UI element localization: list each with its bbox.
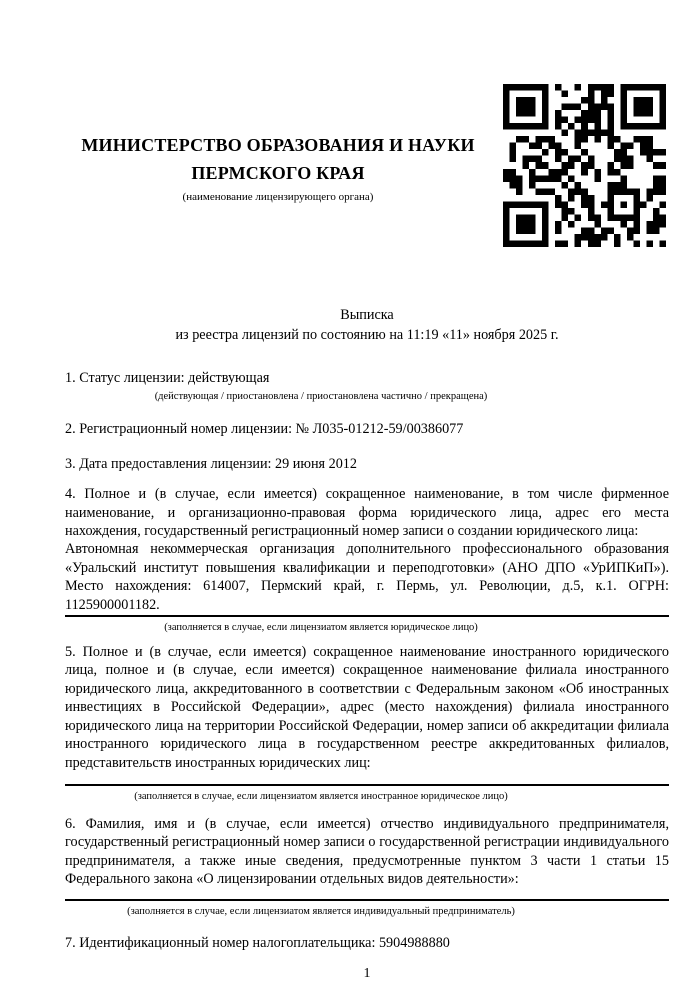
item-4-answer: Автономная некоммерческая организация дополнительного профессионального образования «Уральский институт повышения квалификации и переподготовки» (АНО ДПО «УрИПКиП»). Место нахождения: 614007, Пермский край, г. Пермь, ул. Революции, д.5, к.1. ОГРН: 1125900001182. <box>65 540 669 617</box>
item-4-caption: (заполняется в случае, если лицензиатом является юридическое лицо) <box>164 622 478 634</box>
item-7-text: 7. Идентификационный номер налогоплательщика: 5904988880 <box>65 934 450 951</box>
item-4-legal-entity <box>65 485 669 634</box>
item-5-question: 5. Полное и (в случае, если имеется) сокращенное наименование иностранного юридического лица, полное и (в случае, если имеется) сокращенное наименование филиала иностранного юридического лица, аккредитованного в соответствии с Федеральным законом «Об иностранных инвестициях в Российской Федерации», адрес (место нахождения) филиала иностранного юридического лица на территории Российской Федерации, номер записи об аккредитации филиала иностранного юридического лица в государственном реестре аккредитованных филиалов, представительств иностранных юридических лиц: <box>65 644 669 771</box>
page-number: 1 <box>363 965 371 981</box>
item-3-license-date <box>65 455 669 473</box>
item-6-caption: (заполняется в случае, если лицензиатом является индивидуальный предприниматель) <box>127 905 515 917</box>
item-6-question: 6. Фамилия, имя и (в случае, если имеется) отчество индивидуального предпринимателя, государственный регистрационный номер записи о государственной регистрации индивидуального предпринимателя, а также иные сведения, предусмотренные пунктом 3 части 1 статьи 15 Федерального закона «О лицензировании отдельных видов деятельности»: <box>65 815 669 888</box>
ministry-header <box>65 131 491 187</box>
document-title <box>65 305 669 345</box>
item-5-foreign-entity <box>65 643 669 803</box>
item-5-blank-line <box>65 772 669 786</box>
ministry-name-line1: МИНИСТЕРСТВО ОБРАЗОВАНИЯ И НАУКИ <box>81 135 475 155</box>
item-6-individual-entrepreneur <box>65 815 669 918</box>
item-2-text: 2. Регистрационный номер лицензии: № Л035-01212-59/00386077 <box>65 421 464 438</box>
item-7-taxpayer-number <box>65 934 669 952</box>
document-title-line2: из реестра лицензий по состоянию на 11:19 «11» ноября 2025 г. <box>175 327 559 343</box>
ministry-name-line2: ПЕРМСКОГО КРАЯ <box>191 163 365 183</box>
item-6-blank-line <box>65 889 669 901</box>
item-1-caption: (действующая / приостановлена / приостановлена частично / прекращена) <box>154 391 488 403</box>
item-3-text: 3. Дата предоставления лицензии: 29 июня 2012 <box>65 455 357 472</box>
item-1-text: 1. Статус лицензии: действующая <box>65 370 270 386</box>
item-5-caption: (заполняется в случае, если лицензиатом является иностранное юридическое лицо) <box>134 790 508 802</box>
item-1-license-status <box>65 369 669 403</box>
item-2-registration-number <box>65 420 669 438</box>
document-title-line1: Выписка <box>340 307 394 323</box>
licensing-authority-caption: (наименование лицензирующего органа) <box>182 191 374 203</box>
item-4-question: 4. Полное и (в случае, если имеется) сокращенное наименование, в том числе фирменное наименование, и организационно-правовая форма юридического лица, адрес его места нахождения, государственный регистрационный номер записи о создании юридического лица: <box>65 486 669 540</box>
document-content <box>65 0 669 983</box>
